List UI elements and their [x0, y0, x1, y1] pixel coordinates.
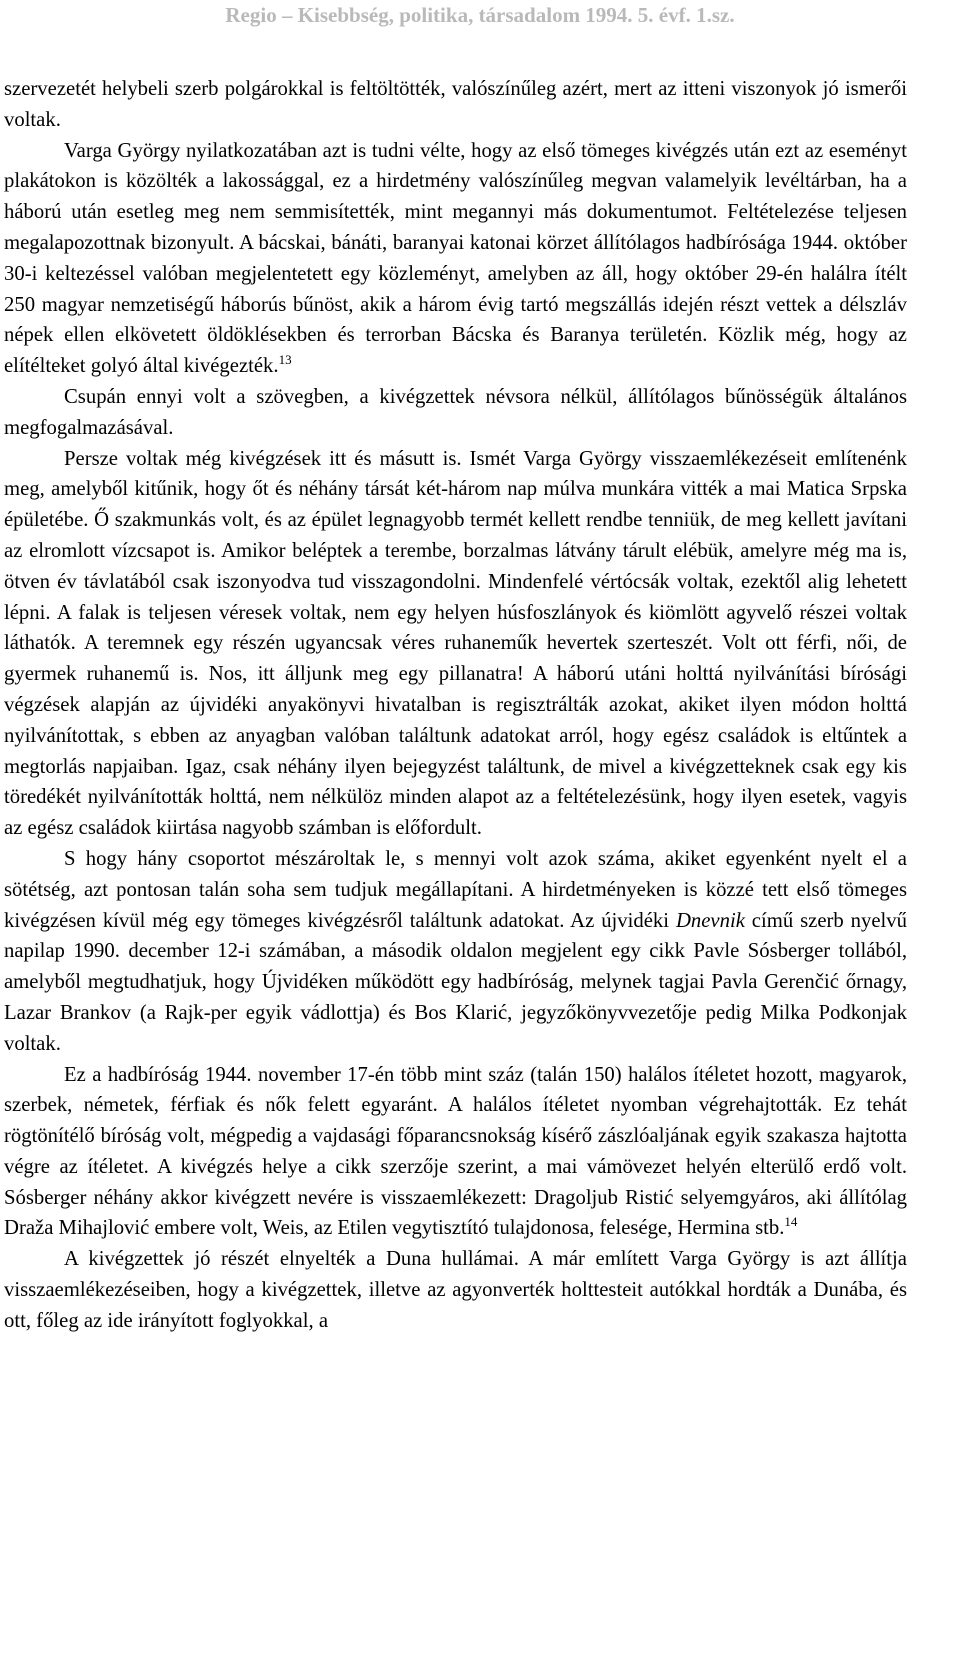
- paragraph-4: [4, 444, 907, 844]
- paragraph-6-text: Ez a hadbíróság 1944. november 17-én több mint száz (talán 150) halálos ítéletet hozott, magyarok, szerbek, németek, férfiak és nők felett egyaránt. A halálos ítéletet nyomban végrehajtották. Ez tehát rögtönítélő bíróság volt, mégpedig a vajdasági főparancsnokság kísérő zászlóaljának egyik szakasza hajtotta végre az ítéletet. A kivégzés helye a cikk szerzője szerint, a mai vámövezet helyén elterülő erdő volt. Sósberger néhány akkor kivégzett nevére is visszaemlékezett: Dragoljub Ristić selyemgyáros, aki állítólag Draža Mihajlović embere volt, Weis, az Etilen vegytisztító tulajdonosa, felesége, Hermina stb.: [4, 1063, 907, 1240]
- paragraph-6: [4, 1060, 907, 1245]
- paragraph-5-text-before: S hogy hány csoportot mészároltak le, s mennyi volt azok száma, akiket egyenként nyelt el a sötétség, azt pontosan talán soha sem tudjuk megállapítani. A hirdetményeken is közzé tett első tömeges kivégzésen kívül még egy tömeges kivégzésről találtunk adatokat. Az újvidéki: [4, 847, 907, 932]
- paragraph-4-text: Persze voltak még kivégzések itt és másutt is. Ismét Varga György visszaemlékezéseit említenénk meg, amelyből kitűnik, hogy őt és néhány társát két-három nap múlva munkára vitték a mai Matica Srpska épületébe. Ő szakmunkás volt, és az épület legnagyobb termét kellett rendbe tenniük, de meg kellett javítani az elromlott vízcsapot is. Amikor beléptek a terembe, borzalmas látvány tárult elébük, amelyre még ma is, ötven év távlatából csak iszonyodva tud visszagondolni. Mindenfelé vértócsák voltak, ezektől alig lehetett lépni. A falak is teljesen véresek voltak, nem egy helyen húsfoszlányok és kiömlött agyvelő részei voltak láthatók. A teremnek egy részén ugyancsak véres ruhaneműk hevertek szerteszét. Volt ott férfi, női, de gyermek ruhanemű is. Nos, itt álljunk meg egy pillanatra! A háború utáni holttá nyilvánítási bírósági végzések alapján az újvidéki anyakönyvi hivatalban is regisztrálták azokat, akiket ilyen módon holttá nyilvánítottak, s ebben az anyagban valóban találtunk adatokat arról, hogy egész családok is eltűntek a megtorlás napjaiban. Igaz, csak néhány ilyen bejegyzést találtunk, de mivel a kivégzetteknek csak egy kis töredékét nyilvánították holttá, nem nélkülöz minden alapot az a feltételezésünk, hogy ilyen esetek, vagyis az egész családok kiirtása nagyobb számban is előfordult.: [4, 447, 907, 840]
- paragraph-1: [4, 74, 907, 136]
- running-title: Regio – Kisebbség, politika, társadalom 1994. 5. évf. 1.sz.: [225, 3, 735, 27]
- paragraph-5: [4, 844, 907, 1060]
- running-header: [0, 0, 960, 34]
- footnote-ref-13[interactable]: 13: [278, 352, 292, 368]
- paragraph-3: [4, 382, 907, 444]
- paragraph-2-text: Varga György nyilatkozatában azt is tudni vélte, hogy az első tömeges kivégzés után ezt az eseményt plakátokon is közölték a lakossággal, ez a hirdetmény valószínűleg megvan valamelyik levéltárban, ha a háború után esetleg meg nem semmisítették, mint megannyi más dokumentumot. Feltételezése teljesen megalapozottnak bizonyult. A bácskai, bánáti, baranyai katonai körzet állítólagos hadbírósága 1944. október 30-i keltezéssel valóban megjelentetett egy közleményt, amelyben az áll, hogy október 29-én halálra ítélt 250 magyar nemzetiségű háborús bűnöst, akik a három évig tartó megszállás idején részt vettek a délszláv népek ellen elkövetett öldöklésekben és terrorban Bácska és Baranya területén. Közlik még, hogy az elítélteket golyó által kivégezték.: [4, 139, 907, 378]
- newspaper-title: Dnevnik: [675, 909, 745, 932]
- paragraph-7-text: A kivégzettek jó részét elnyelték a Duna hullámai. A már említett Varga György is azt állítja visszaemlékezéseiben, hogy a kivégzettek, illetve az agyonverték holttesteit autókkal hordták a Dunába, és ott, főleg az ide irányított foglyokkal, a: [4, 1248, 907, 1332]
- paragraph-2: [4, 136, 907, 382]
- footnote-ref-14[interactable]: 14: [784, 1214, 798, 1230]
- paragraph-7: [4, 1244, 907, 1336]
- paragraph-1-text: szervezetét helybeli szerb polgárokkal is feltöltötték, valószínűleg azért, mert az itteni viszonyok jó ismerői voltak.: [4, 78, 907, 131]
- paragraph-3-text: Csupán ennyi volt a szövegben, a kivégzettek névsora nélkül, állítólagos bűnösségük általános megfogalmazásával.: [4, 385, 907, 439]
- article-body: [4, 74, 907, 1337]
- paragraph-5-text-after: című szerb nyelvű napilap 1990. december 12-i számában, a második oldalon megjelent egy cikk Pavle Sósberger tollából, amelyből megtudhatjuk, hogy Újvidéken működött egy hadbíróság, melynek tagjai Pavla Gerenčić őrnagy, Lazar Brankov (a Rajk-per egyik vádlottja) és Bos Klarić, jegyzőkönyvvezetője pedig Milka Podkonjak voltak.: [4, 909, 907, 1055]
